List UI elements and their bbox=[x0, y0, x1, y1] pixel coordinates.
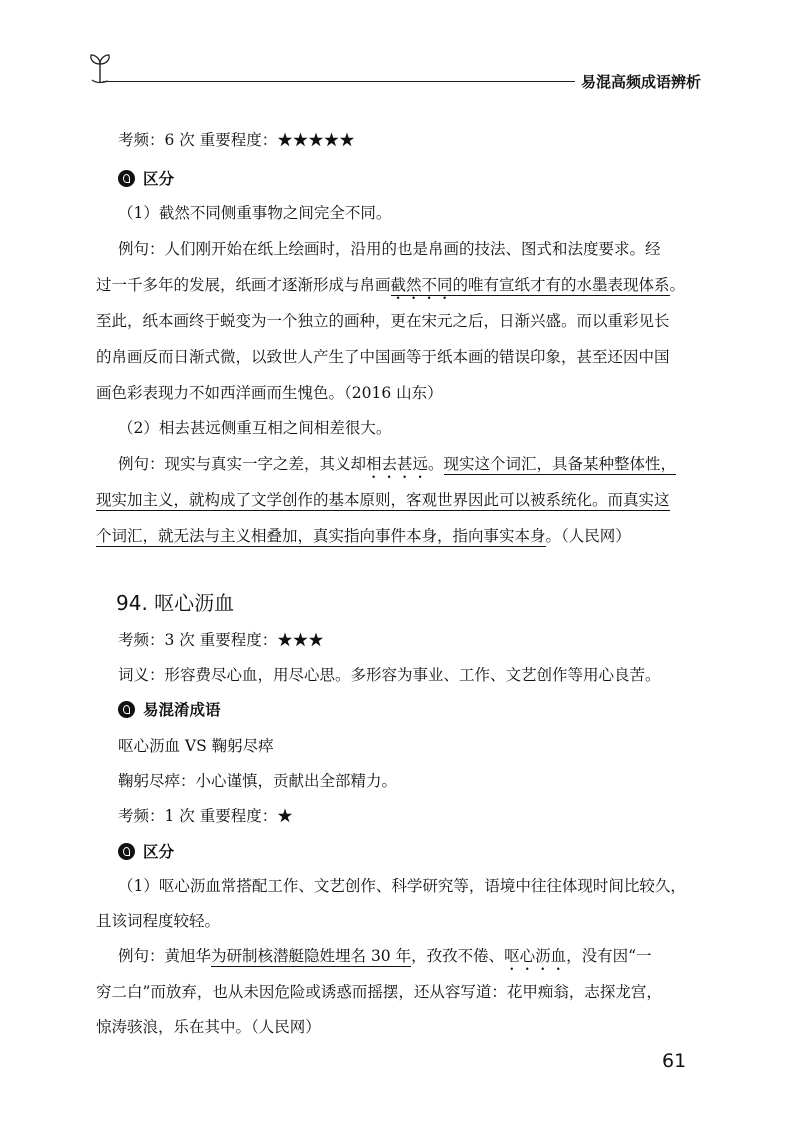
running-header bbox=[0, 0, 800, 100]
section-heading-distinguish bbox=[118, 167, 174, 189]
highlighted-idiom: 截然不同 bbox=[390, 276, 453, 294]
highlighted-idiom: 呕心沥血 bbox=[504, 947, 567, 965]
page-number: 61 bbox=[662, 1050, 687, 1072]
underlined-clause: 个词汇，就无法与主义相叠加，真实指向事件本身，指向事实本身 bbox=[96, 527, 546, 545]
example-1-line-5: 画色彩表现力不如西洋画而生愧色。（2016 山东） bbox=[96, 384, 443, 402]
frequency-line: 考频：6 次 重要程度：★★★★★ bbox=[118, 131, 355, 149]
definition-line: 鞠躬尽瘁：小心谨慎，贡献出全部精力。 bbox=[118, 772, 398, 790]
bullet-icon bbox=[118, 170, 135, 187]
point-2: （2）相去甚远侧重互相之间相差很大。 bbox=[118, 419, 392, 437]
point-1: （1）截然不同侧重事物之间完全不同。 bbox=[118, 204, 392, 222]
point-1-line-1: （1）呕心沥血常搭配工作、文艺创作、科学研究等，语境中往往体现时间比较久， bbox=[118, 877, 686, 895]
bullet-icon bbox=[118, 843, 135, 860]
example-2-line-3 bbox=[96, 526, 631, 546]
text: 的唯有宣纸才有的水墨表现体系 bbox=[452, 276, 670, 294]
example-1-line-3: 至此，纸本画终于蜕变为一个独立的画种，更在宋元之后，日渐兴盛。而以重彩见长 bbox=[96, 312, 670, 330]
section-heading-label: 区分 bbox=[143, 843, 175, 861]
word-meaning: 词义：形容费尽心血，用尽心思。多形容为事业、工作、文艺创作等用心良苦。 bbox=[118, 666, 661, 684]
bullet-icon bbox=[118, 701, 135, 718]
text: 例句：黄旭华 bbox=[118, 947, 212, 965]
section-heading-distinguish-2 bbox=[118, 840, 174, 862]
section-heading-confusable bbox=[118, 698, 221, 720]
frequency-line-2: 考频：1 次 重要程度：★ bbox=[118, 807, 293, 825]
text: 。 bbox=[428, 455, 444, 473]
underlined-clause: 现实加主义，就构成了文学创作的基本原则，客观世界因此可以被系统化。而真实这 bbox=[96, 491, 670, 509]
underlined-clause bbox=[391, 276, 670, 296]
versus-line: 呕心沥血 VS 鞠躬尽瘁 bbox=[118, 737, 274, 755]
example-2-line-1 bbox=[118, 454, 676, 482]
entry-title: 94. 呕心沥血 bbox=[116, 591, 235, 615]
underlined-clause: 现实这个词汇，具备某种整体性， bbox=[443, 455, 677, 473]
example-1-line-2 bbox=[96, 275, 685, 303]
example-1-line-1: 例句：人们刚开始在纸上绘画时，沿用的也是帛画的技法、图式和法度要求。经 bbox=[118, 240, 661, 258]
header-title: 易混高频成语辨析 bbox=[575, 71, 707, 92]
text: 例句：现实与真实一字之差，其义却 bbox=[118, 455, 367, 473]
section-heading-label: 易混淆成语 bbox=[143, 701, 221, 719]
text: 。 bbox=[669, 276, 686, 294]
example-line-2: 穷二白”而放弃，也从未因危险或诱惑而摇摆，还从容写道：花甲痴翁，志探龙宫， bbox=[96, 983, 662, 1001]
example-2-line-2 bbox=[96, 490, 670, 510]
text: 过一千多年的发展，纸画才逐渐形成与帛画 bbox=[96, 276, 391, 294]
sprout-icon bbox=[88, 50, 112, 84]
example-1-line-4: 的帛画反而日渐式微，以致世人产生了中国画等于纸本画的错误印象，甚至还因中国 bbox=[96, 348, 670, 366]
frequency-line: 考频：3 次 重要程度：★★★ bbox=[118, 631, 324, 649]
text: ，孜孜不倦、 bbox=[411, 947, 505, 965]
text: 。（人民网） bbox=[545, 527, 631, 545]
example-line-1 bbox=[118, 946, 652, 974]
point-1-line-2: 且该词程度较轻。 bbox=[96, 912, 221, 930]
section-heading-label: 区分 bbox=[143, 170, 175, 188]
highlighted-idiom: 相去甚远 bbox=[366, 455, 429, 473]
example-line-3: 惊涛骇浪，乐在其中。（人民网） bbox=[96, 1018, 321, 1036]
text: ，没有因“一 bbox=[566, 947, 652, 965]
underlined-clause: 为研制核潜艇隐姓埋名 30 年 bbox=[211, 947, 412, 965]
